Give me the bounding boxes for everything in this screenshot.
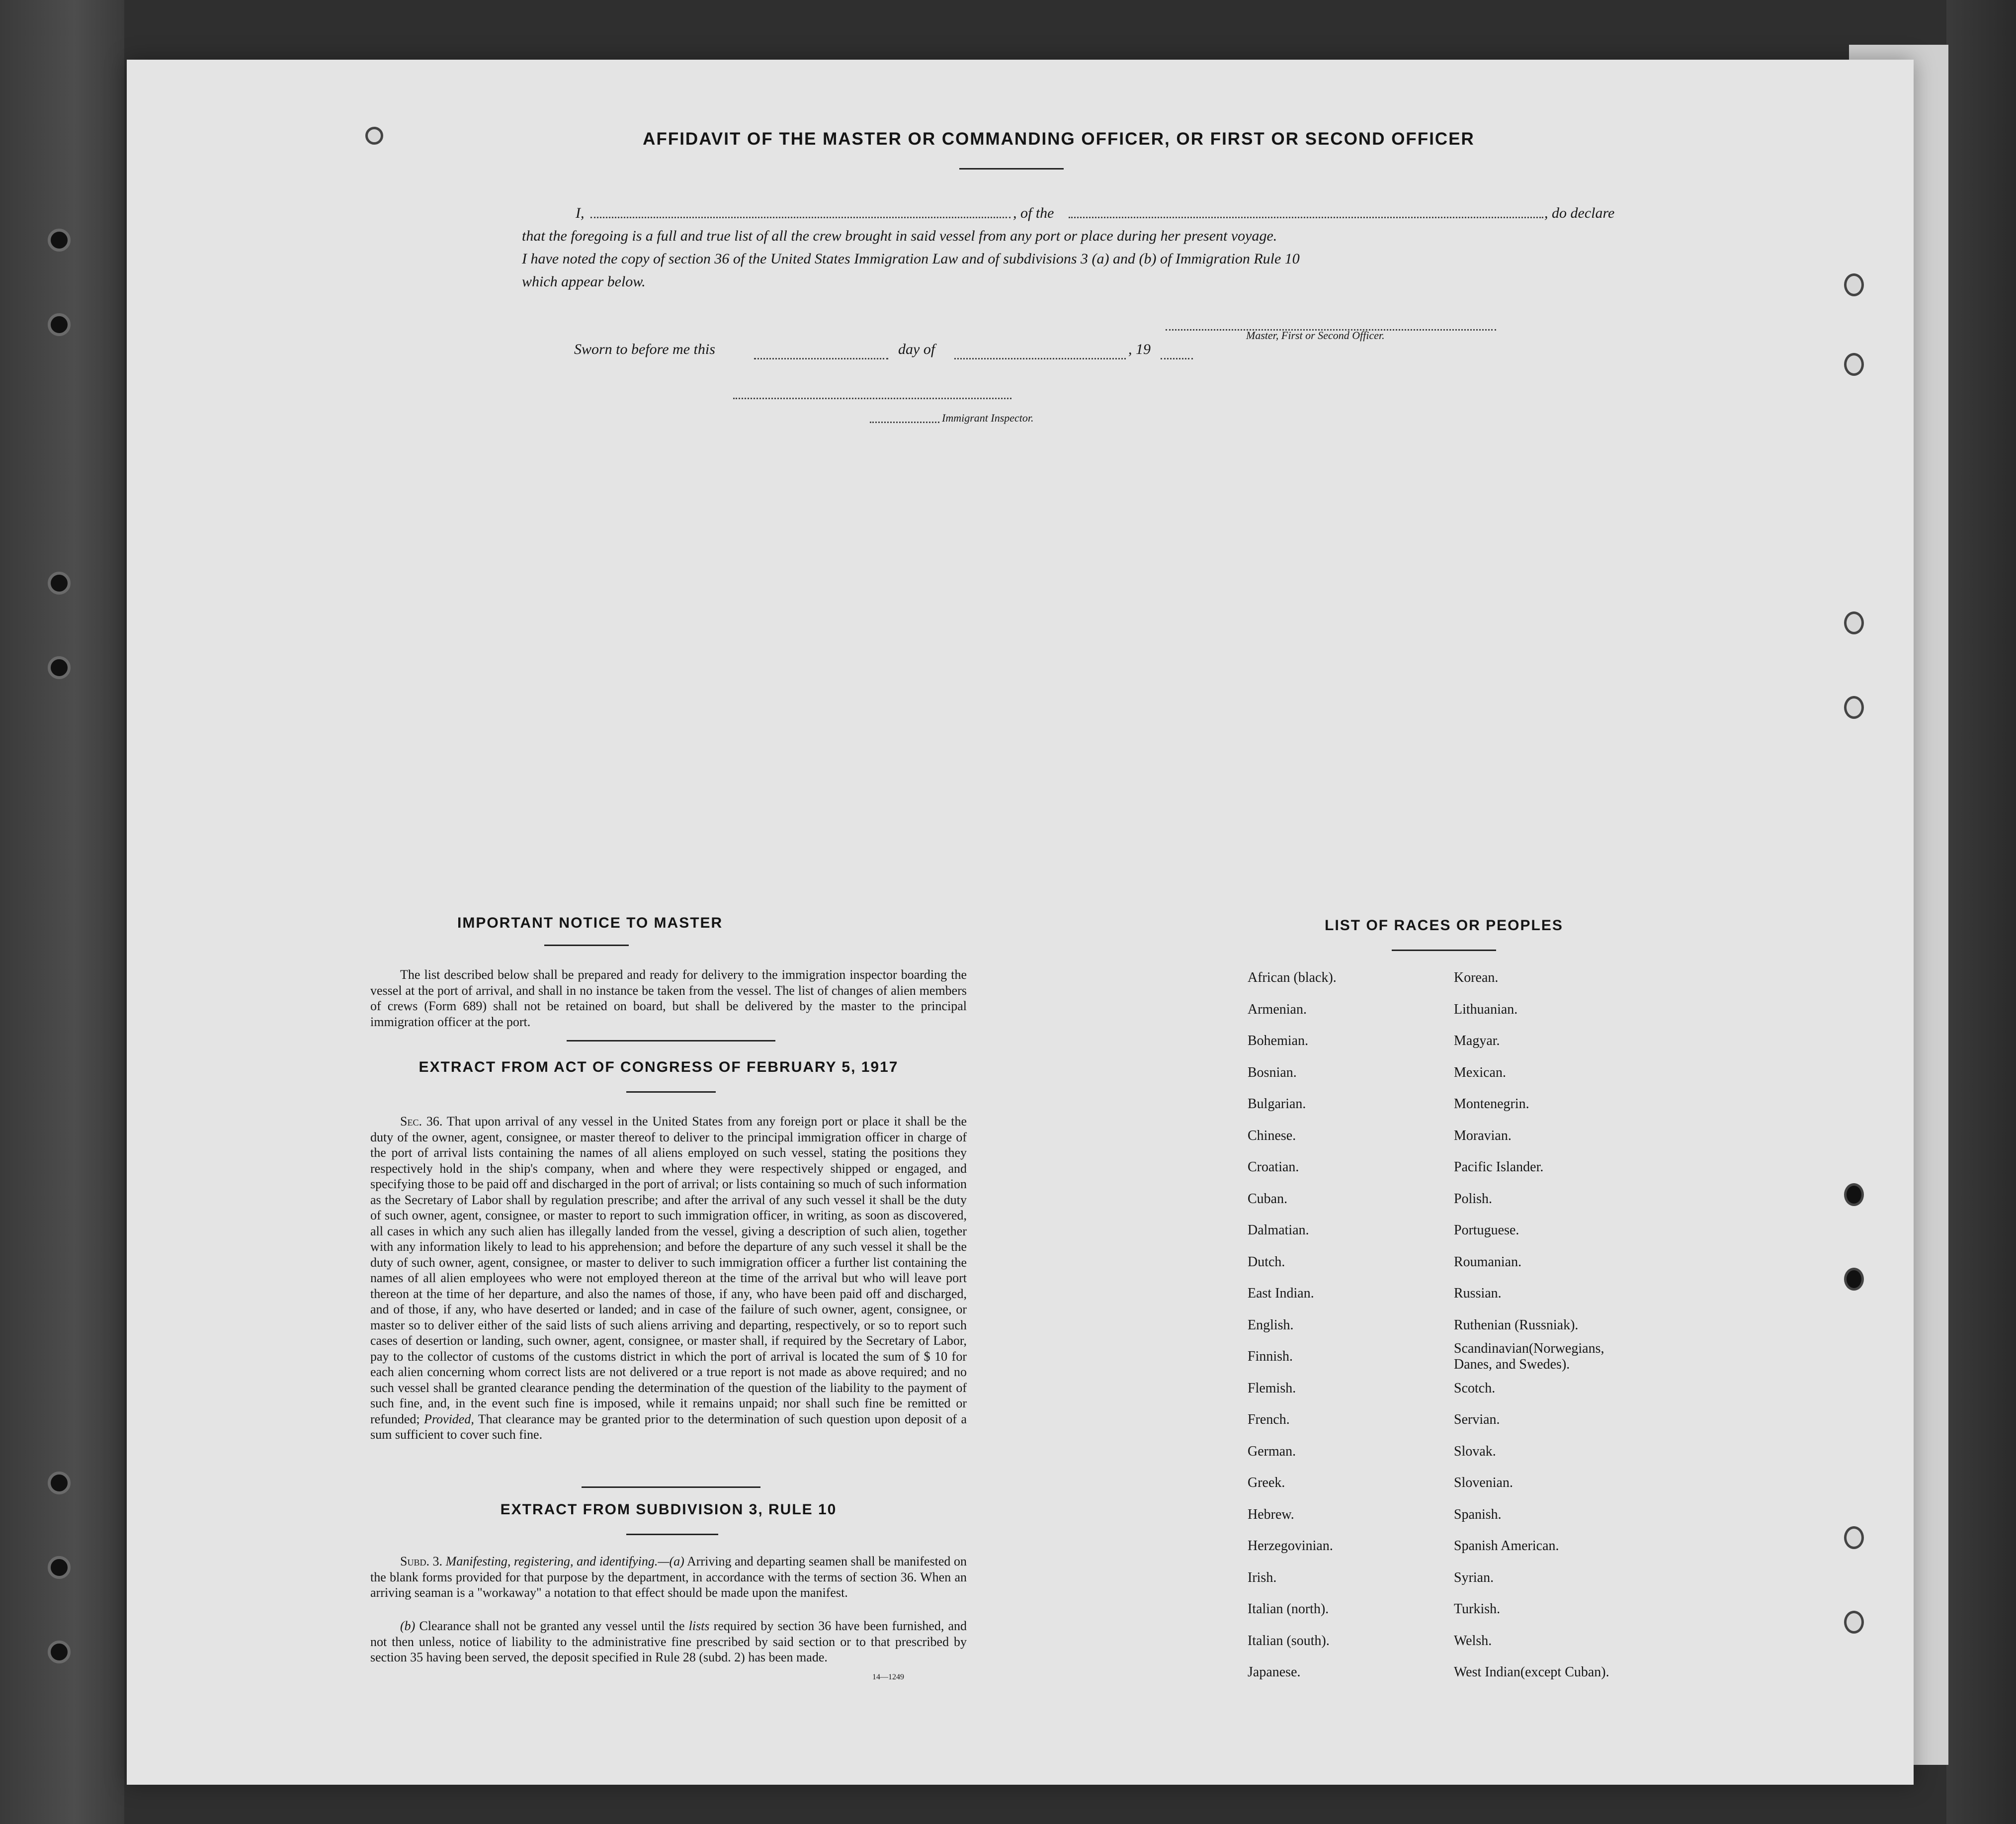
divider: [959, 168, 1064, 170]
day-of-label: day of: [898, 341, 935, 357]
punch-hole-icon: [1844, 611, 1864, 634]
punch-hole-icon: [365, 127, 383, 145]
punch-hole-icon: [1844, 353, 1864, 376]
race-item: Bohemian.: [1248, 1033, 1309, 1048]
divider: [626, 1534, 718, 1535]
affidavit-of-the-label: , of the: [1013, 205, 1054, 221]
punch-hole-icon: [1844, 1183, 1864, 1206]
race-item: Italian (south).: [1248, 1633, 1330, 1649]
race-item: Bosnian.: [1248, 1064, 1297, 1080]
binder-ring-icon: [48, 313, 71, 336]
para-b-lists: lists: [688, 1619, 710, 1633]
race-item: East Indian.: [1248, 1286, 1314, 1301]
race-item: Portuguese.: [1454, 1222, 1519, 1238]
race-item: Scotch.: [1454, 1380, 1496, 1396]
race-item: Polish.: [1454, 1191, 1493, 1207]
race-item: Finnish.: [1248, 1349, 1293, 1364]
race-item: Turkish.: [1454, 1601, 1501, 1617]
affidavit-text-line: which appear below.: [522, 273, 646, 290]
races-title: LIST OF RACES OR PEOPLES: [1325, 917, 1563, 934]
binder-ring-icon: [48, 572, 71, 595]
race-item: Scandinavian(Norwegians, Danes, and Swedes).: [1454, 1341, 1604, 1372]
vessel-field[interactable]: [1069, 217, 1543, 218]
inspector-label: Immigrant Inspector.: [942, 412, 1034, 424]
race-item: Slovak.: [1454, 1443, 1496, 1459]
race-item: Dutch.: [1248, 1254, 1285, 1270]
race-item: African (black).: [1248, 970, 1337, 985]
sworn-day-field[interactable]: [754, 358, 888, 359]
para-a-text: Arriving and departing seamen shall be manifested on the blank forms provided for that purpose by the department, in accordance with the terms of section 36. When an arriving seaman is a "workaway" a notation to that effect should be made upon the manifest.: [370, 1554, 967, 1600]
rule-extract-title: EXTRACT FROM SUBDIVISION 3, RULE 10: [500, 1501, 837, 1518]
binder-ring-icon: [48, 656, 71, 679]
binder-ring-icon: [48, 1556, 71, 1579]
affidavit-i-label: I,: [576, 205, 585, 221]
para-b-text-end: required by section 36 have been furnished, and not then unless, notice of liability to the administrative fine prescribed by said section or to that prescribed by section 35 having been served, the deposit specified in Rule 28 (subd. 2) has been made.: [370, 1619, 967, 1664]
section-label: Sec. 36.: [400, 1114, 443, 1129]
rule-extract-para-a: [370, 1554, 967, 1601]
divider: [582, 1486, 760, 1488]
races-column-1: [1248, 962, 1456, 1688]
para-b-label: (b): [400, 1619, 416, 1633]
race-item: Croatian.: [1248, 1159, 1299, 1175]
binder-ring-icon: [48, 1641, 71, 1663]
race-item: Hebrew.: [1248, 1506, 1294, 1522]
race-item: Japanese.: [1248, 1664, 1301, 1680]
form-sheet: [127, 60, 1914, 1785]
year-field[interactable]: [1161, 358, 1193, 359]
race-item: Armenian.: [1248, 1001, 1307, 1017]
punch-hole-icon: [1844, 1268, 1864, 1291]
para-b-text: Clearance shall not be granted any vessel until the: [419, 1619, 685, 1633]
race-item: Italian (north).: [1248, 1601, 1329, 1617]
affidavit-title: AFFIDAVIT OF THE MASTER OR COMMANDING OFFICER, OR FIRST OR SECOND OFFICER: [643, 129, 1475, 149]
rule-extract-para-b: [370, 1618, 967, 1665]
inspector-signature-field[interactable]: [733, 398, 1011, 399]
act-body-text: That upon arrival of any vessel in the United States from any foreign port or place it shall be the duty of the owner, agent, consignee, or master thereof to deliver to the principal immigration officer in charge of the port of arrival lists containing the names of all aliens employed on such vessel, stating the positions they respectively hold in the ship's company, when and where they were respectively shipped or engaged, and specifying those to be paid off and discharged in the port of arrival; or lists containing so much of such information as the Secretary of Labor shall by regulation prescribe; and after the arrival of any such vessel it shall be the duty of such owner, agent, consignee, or master to report to such immigration officer, in writing, as soon as discovered, all cases in which any such alien has illegally landed from the vessel, giving a description of such alien, together with any information likely to lead to his apprehension; and before the departure of any such vessel it shall be the duty of such owner, agent, consignee, or master to deliver to such immigration officer a further list containing the names of all alien employees who were not employed thereon at the time of the arrival but who will leave port thereon at the time of her departure, and also the names of those, if any, who have been paid off and discharged, and of those, if any, who have deserted or landed; and in case of the failure of such owner, agent, consignee, or master so to deliver either of the said lists of such aliens arriving and departing, respectively, or so to report such cases of desertion or landing, such owner, agent, consignee, or master shall, if required by the Secretary of Labor, pay to the collector of customs of the customs district in which the port of arrival is located the sum of $ 10 for each alien concerning whom correct lists are not delivered or a true report is not made as above required; and no such vessel shall be granted clearance pending the determination of the question of the liability to the payment of such fine, and, in the event such fine is imposed, while it remains unpaid; nor shall such fine be remitted or refunded;: [370, 1114, 967, 1426]
race-item: English.: [1248, 1317, 1294, 1333]
race-item: Bulgarian.: [1248, 1096, 1306, 1112]
race-item: West Indian(except Cuban).: [1454, 1664, 1609, 1680]
divider: [567, 1040, 775, 1042]
race-item: Irish.: [1248, 1569, 1277, 1585]
punch-hole-icon: [1844, 696, 1864, 719]
punch-hole-icon: [1844, 1526, 1864, 1549]
race-item: Spanish American.: [1454, 1538, 1559, 1554]
sworn-label: Sworn to before me this: [574, 341, 715, 357]
race-item: Lithuanian.: [1454, 1001, 1518, 1017]
binder-ring-icon: [48, 1472, 71, 1494]
binder-ring-icon: [48, 229, 71, 252]
punch-hole-icon: [1844, 1611, 1864, 1634]
act-extract-body: [370, 1114, 967, 1443]
year-label: , 19: [1128, 341, 1151, 357]
race-item: Herzegovinian.: [1248, 1538, 1333, 1554]
act-body-end: That clearance may be granted prior to the determination of such question upon deposit of a sum sufficient to cover such fine.: [370, 1411, 967, 1442]
race-item: Welsh.: [1454, 1633, 1492, 1649]
races-column-2: [1454, 962, 1692, 1688]
notice-body: The list described below shall be prepared and ready for delivery to the immigration inspector boarding the vessel at the port of arrival, and shall in no instance be taken from the vessel. The list of changes of alien members of crews (Form 689) shall not be retained on board, but shall be delivered by the master to the principal immigration officer at the port.: [370, 967, 967, 1029]
race-item: Mexican.: [1454, 1064, 1506, 1080]
race-item: Pacific Islander.: [1454, 1159, 1544, 1175]
name-field[interactable]: [590, 217, 1010, 218]
race-item: Ruthenian (Russniak).: [1454, 1317, 1579, 1333]
divider: [544, 945, 629, 946]
race-item: Spanish.: [1454, 1506, 1502, 1522]
form-number: 14—1249: [872, 1673, 904, 1681]
subd-label: Subd. 3.: [400, 1554, 443, 1568]
race-item: Magyar.: [1454, 1033, 1500, 1048]
race-item: Chinese.: [1248, 1128, 1296, 1143]
master-signature-label: Master, First or Second Officer.: [1246, 329, 1385, 342]
race-item: Cuban.: [1248, 1191, 1288, 1207]
act-extract-title: EXTRACT FROM ACT OF CONGRESS OF FEBRUARY 5, 1917: [419, 1059, 899, 1075]
inspector-name-field[interactable]: [870, 422, 939, 423]
punch-hole-icon: [1844, 273, 1864, 296]
subd-title: Manifesting, registering, and identifying.—(a): [445, 1554, 684, 1568]
race-item: Flemish.: [1248, 1380, 1296, 1396]
sworn-month-field[interactable]: [954, 358, 1126, 359]
race-item: Slovenian.: [1454, 1475, 1513, 1490]
race-item: Servian.: [1454, 1412, 1500, 1427]
notice-title: IMPORTANT NOTICE TO MASTER: [457, 915, 723, 931]
binder-frame-right: [1946, 0, 2016, 1824]
race-item: Greek.: [1248, 1475, 1285, 1490]
race-item: Montenegrin.: [1454, 1096, 1529, 1112]
race-item: Roumanian.: [1454, 1254, 1522, 1270]
race-item: Dalmatian.: [1248, 1222, 1309, 1238]
affidavit-do-declare-label: , do declare: [1544, 205, 1615, 221]
race-item: Korean.: [1454, 970, 1499, 985]
binder-frame-left: [0, 0, 124, 1824]
race-item: Syrian.: [1454, 1569, 1494, 1585]
race-item: Russian.: [1454, 1286, 1502, 1301]
affidavit-text-line: I have noted the copy of section 36 of the United States Immigration Law and of subdivisions 3 (a) and (b) of Immigration Rule 10: [522, 251, 1300, 267]
race-item: Moravian.: [1454, 1128, 1512, 1143]
race-item: German.: [1248, 1443, 1296, 1459]
divider: [1392, 950, 1496, 951]
race-item: French.: [1248, 1412, 1290, 1427]
affidavit-text-line: that the foregoing is a full and true list of all the crew brought in said vessel from any port or place during her present voyage.: [522, 228, 1277, 244]
provided-label: Provided,: [424, 1411, 474, 1426]
divider: [626, 1091, 716, 1093]
